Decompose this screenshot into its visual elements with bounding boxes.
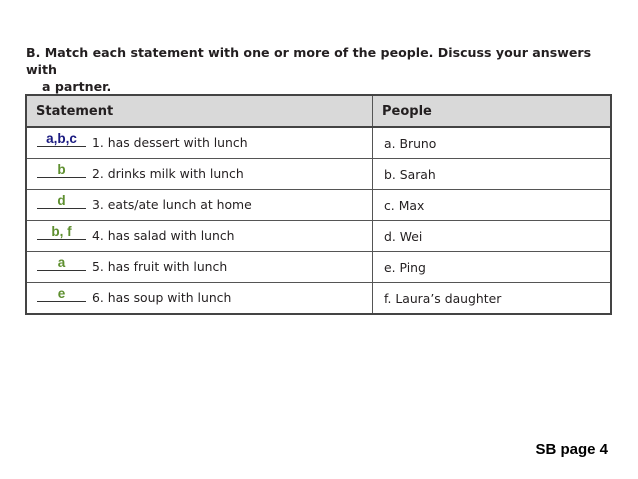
answer-blank: a: [37, 256, 86, 271]
person-cell: c. Max: [373, 190, 612, 221]
statement-cell: [26, 159, 373, 190]
person-cell: a. Bruno: [373, 127, 612, 159]
answer-blank: a,b,c: [37, 132, 86, 147]
table-row: [26, 190, 611, 221]
statement-cell: [26, 283, 373, 315]
table-row: [26, 127, 611, 159]
statement-text: 6. has soup with lunch: [92, 290, 232, 305]
statement-text: 2. drinks milk with lunch: [92, 166, 244, 181]
statement-column-header: Statement: [26, 95, 373, 127]
instruction-line-2: a partner.: [42, 79, 112, 94]
statement-cell: [26, 190, 373, 221]
answer-blank: d: [37, 194, 86, 209]
statement-text: 1. has dessert with lunch: [92, 135, 248, 150]
instruction-line-1: B. Match each statement with one or more of the people. Discuss your answers with: [26, 45, 592, 77]
person-cell: b. Sarah: [373, 159, 612, 190]
exercise-instruction: [26, 44, 616, 95]
answer-blank: b: [37, 163, 86, 178]
statement-text: 5. has fruit with lunch: [92, 259, 228, 274]
statement-text: 3. eats/ate lunch at home: [92, 197, 252, 212]
table-header-row: [26, 95, 611, 127]
answer-blank: e: [37, 287, 86, 302]
table-row: [26, 283, 611, 315]
table-row: [26, 221, 611, 252]
person-cell: f. Laura’s daughter: [373, 283, 612, 315]
statement-cell: [26, 127, 373, 159]
table-row: [26, 252, 611, 283]
person-cell: d. Wei: [373, 221, 612, 252]
table-row: [26, 159, 611, 190]
statement-cell: [26, 252, 373, 283]
people-column-header: People: [373, 95, 612, 127]
statement-cell: [26, 221, 373, 252]
answer-blank: b, f: [37, 225, 86, 240]
matching-table: [25, 94, 612, 315]
person-cell: e. Ping: [373, 252, 612, 283]
page-reference: SB page 4: [535, 441, 608, 458]
statement-text: 4. has salad with lunch: [92, 228, 235, 243]
